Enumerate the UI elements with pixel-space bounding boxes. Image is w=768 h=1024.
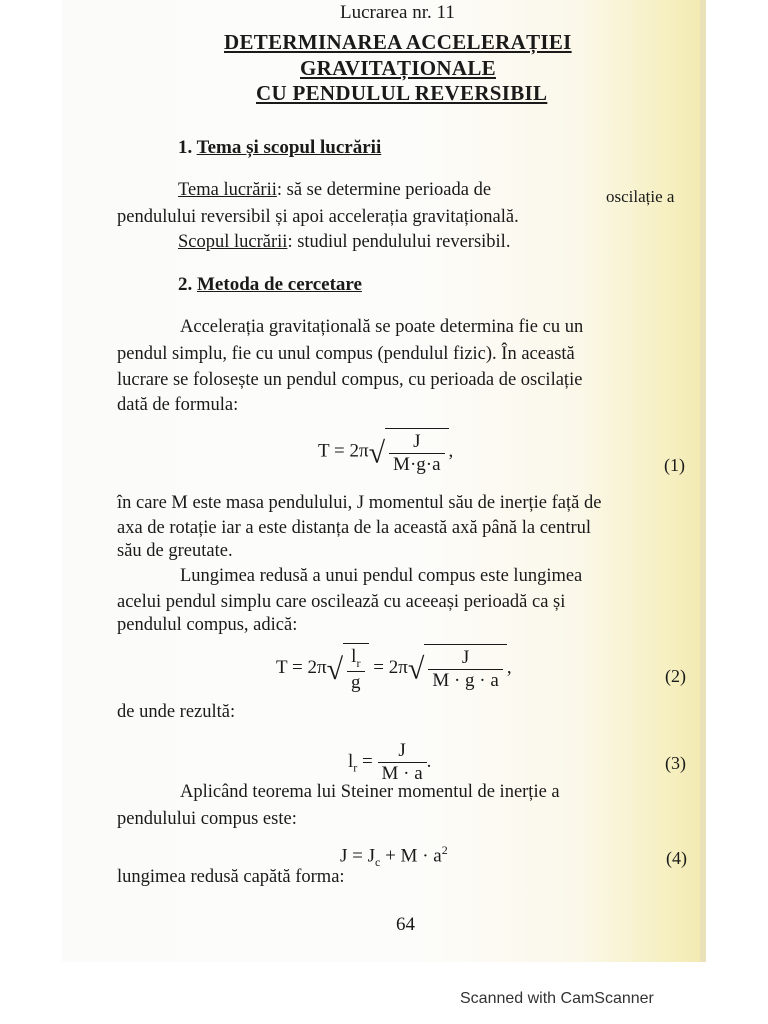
para5-line1: Aplicând teorema lui Steiner momentul de inerție a xyxy=(180,782,560,802)
eq2-num2: J xyxy=(461,647,470,669)
eq1-number: (1) xyxy=(664,455,685,475)
eq2-lhs: T = 2π xyxy=(276,656,327,678)
para1-line4: dată de formula: xyxy=(117,395,239,415)
eq4-lhs: J = J xyxy=(340,845,376,867)
eq1-numerator: J xyxy=(413,431,421,452)
para1-line1: Accelerația gravitațională se poate determina fie cu un xyxy=(180,317,584,337)
equation-1 xyxy=(318,428,453,476)
para1-line3: lucrare se folosește un pendul compus, cu perioada de oscilație xyxy=(117,370,583,390)
para2-line3: său de greutate. xyxy=(117,541,233,561)
eq2-den1: g xyxy=(347,671,365,694)
eq2-comma: , xyxy=(506,656,512,678)
equation-4 xyxy=(340,843,448,870)
eq3-lhs-sub: r xyxy=(353,760,358,775)
eq3-numerator: J xyxy=(398,740,406,761)
section-1-title: Tema și scopul lucrării xyxy=(196,137,382,158)
eq3-period: . xyxy=(426,750,432,772)
section-1-number: 1. xyxy=(178,137,193,158)
eq4-rhs: + M · a xyxy=(380,845,442,867)
eq2-num1-sub: r xyxy=(356,655,361,670)
eq3-lhs: l xyxy=(348,750,354,772)
eq2-mid: = 2π xyxy=(373,656,408,678)
tema-label: Tema lucrării xyxy=(178,180,277,200)
section-1-heading xyxy=(178,137,381,159)
eq4-number: (4) xyxy=(666,848,687,868)
page-edge xyxy=(700,0,706,962)
para4: de unde rezultă: xyxy=(117,702,236,722)
para5-line2: pendulului compus este: xyxy=(117,809,297,829)
eq2-num1: l xyxy=(351,646,357,667)
para1-line2: pendul simplu, fie cu unul compus (pendulul fizic). În această xyxy=(117,344,575,364)
eq1-denominator: M·g·a xyxy=(389,453,444,476)
para2-line1: în care M este masa pendulului, J momentul său de inerție față de xyxy=(117,493,602,513)
eq3-denominator: M · a xyxy=(378,762,427,785)
equation-2 xyxy=(276,643,512,694)
eq4-sub: c xyxy=(375,855,381,870)
tema-text-end: oscilație a xyxy=(606,187,675,206)
para3-line1: Lungimea redusă a unui pendul compus este lungimea xyxy=(180,566,583,586)
eq1-sqrt: √ $\frac{J}{M\cdot g\cdot a}$ xyxy=(369,428,449,476)
section-2-title: Metoda de cercetare xyxy=(197,274,362,295)
eq3-equals: = xyxy=(362,750,373,772)
scanner-watermark: Scanned with CamScanner xyxy=(460,990,654,1007)
scop-label: Scopul lucrării xyxy=(178,232,288,252)
eq3-number: (3) xyxy=(665,753,686,773)
eq2-sqrt-1: √ $\frac{l_r}{g}$ xyxy=(327,643,369,694)
scop-text: : studiul pendulului reversibil. xyxy=(287,232,511,252)
lab-number: Lucrarea nr. 11 xyxy=(340,2,455,23)
eq2-sqrt-2: √ $\frac{J}{M \cdot g \cdot a}$ xyxy=(408,644,507,692)
equation-3 xyxy=(348,740,431,785)
para6: lungimea redusă capătă forma: xyxy=(117,867,345,887)
eq1-lhs: T = 2π xyxy=(318,440,369,462)
tema-text: : să se determine perioada de xyxy=(276,180,492,200)
eq1-comma: , xyxy=(448,440,454,462)
tema-line-2: pendulului reversibil și apoi accelerația gravitațională. xyxy=(117,207,519,227)
eq4-sup: 2 xyxy=(441,843,448,857)
title-line-2: GRAVITAȚIONALE xyxy=(300,56,496,80)
scop-line xyxy=(178,233,510,252)
title-line-3: CU PENDULUL REVERSIBIL xyxy=(256,81,548,105)
title-line-1: DETERMINAREA ACCELERAȚIEI xyxy=(224,30,572,54)
para2-line2: axa de rotație iar a este distanța de la această axă până la centrul xyxy=(117,518,592,538)
page-number: 64 xyxy=(396,914,415,935)
eq2-number: (2) xyxy=(665,666,686,686)
para3-line2: acelui pendul simplu care oscilează cu aceeași perioadă ca și xyxy=(117,592,566,612)
section-2-number: 2. xyxy=(178,274,193,295)
tema-line xyxy=(178,181,491,200)
section-2-heading xyxy=(178,274,362,296)
eq2-den2: M · g · a xyxy=(428,669,502,692)
para3-line3: pendulul compus, adică: xyxy=(117,615,298,635)
